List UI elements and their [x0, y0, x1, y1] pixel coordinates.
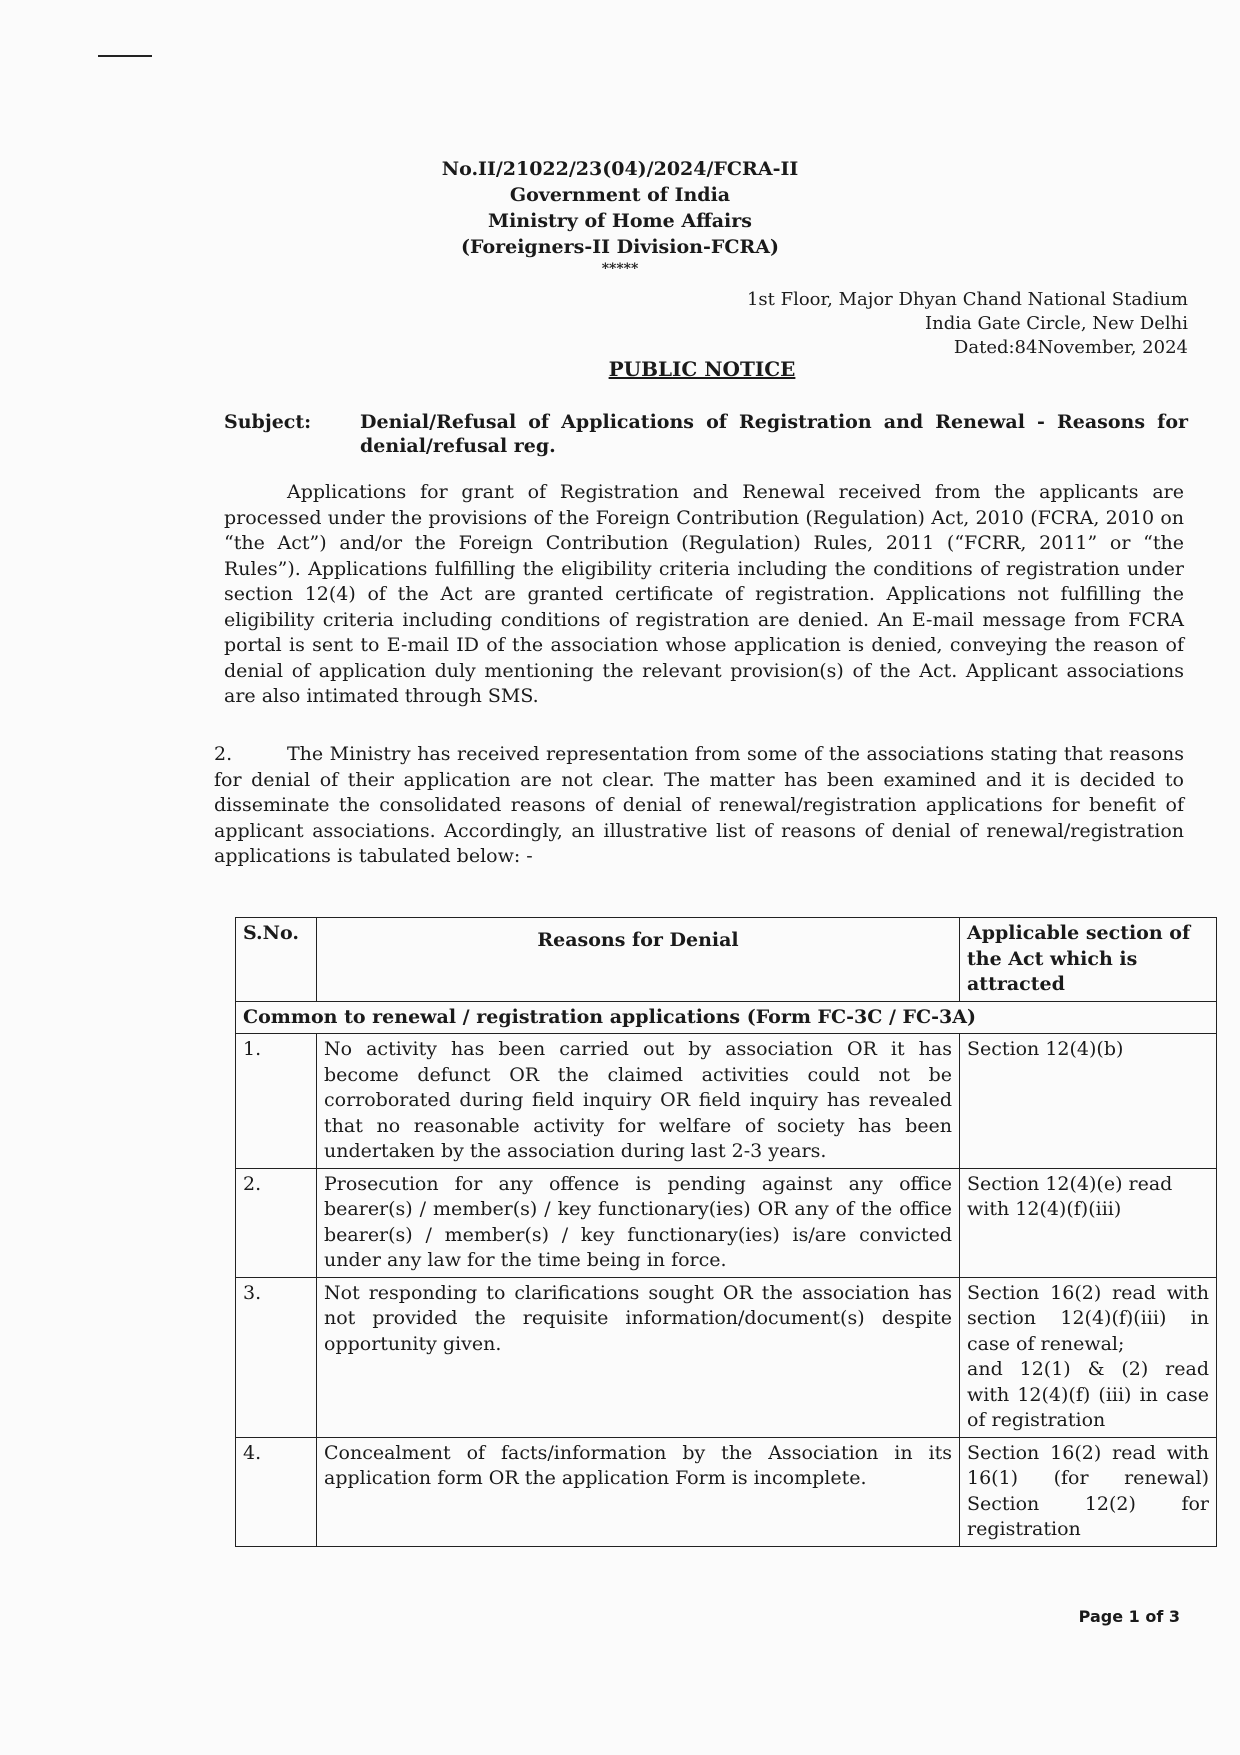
- row-section: [960, 1277, 1217, 1437]
- row-section-part-2: and 12(1) & (2) read with 12(4)(f) (iii) in case of registration: [967, 1358, 1209, 1431]
- common-section-label: Common to renewal / registration applications (Form FC-3C / FC-3A): [236, 1001, 1217, 1034]
- row-sno: 2.: [236, 1168, 317, 1277]
- address-line-2: India Gate Circle, New Delhi: [925, 313, 1188, 334]
- letterhead: [0, 156, 1240, 278]
- notice-title: PUBLIC NOTICE: [608, 357, 796, 381]
- row-reason: Concealment of facts/information by the Association in its application form OR the application Form is incomplete.: [317, 1437, 960, 1546]
- row-sno: 1.: [236, 1034, 317, 1169]
- table-row: [236, 1437, 1217, 1546]
- page-number: Page 1 of 3: [1078, 1607, 1180, 1626]
- table-row: [236, 1168, 1217, 1277]
- header-reason: Reasons for Denial: [317, 918, 960, 1002]
- row-sno: 4.: [236, 1437, 317, 1546]
- subject-label: Subject:: [224, 411, 312, 433]
- paragraph-1: Applications for grant of Registration and Renewal received from the applicants are processed under the provisions of the Foreign Contribution (Regulation) Act, 2010 (FCRA, 2010 on “the Act”) and/or the Foreign Contribution (Regulation) Rules, 2011 (“FCRR, 2011” or “the Rules”). Applications fulfilling the eligibility criteria including the conditions of registration under section 12(4) of the Act are granted certificate of registration. Applications not fulfilling the eligibility criteria including conditions of registration are denied. An E-mail message from FCRA portal is sent to E-mail ID of the association whose application is denied, conveying the reason of denial of application duly mentioning the relevant provision(s) of the Act. Applicant associations are also intimated through SMS.: [224, 481, 1184, 707]
- header-section: Applicable section of the Act which is attracted: [960, 918, 1217, 1002]
- paragraph-2: [214, 742, 1184, 870]
- date-line: Dated:84November, 2024: [953, 337, 1188, 358]
- division-line: (Foreigners-II Division-FCRA): [461, 236, 779, 258]
- ministry-line: Ministry of Home Affairs: [488, 210, 752, 232]
- reference-number: No.II/21022/23(04)/2024/FCRA-II: [441, 158, 799, 180]
- row-section-part-1: Section 16(2) read with section 12(4)(f)(iii) in case of renewal;: [967, 1281, 1209, 1355]
- separator-stars: *****: [601, 261, 639, 277]
- paragraph-2-text: The Ministry has received representation from some of the associations stating that reasons for denial of their application are not clear. The matter has been examined and it is decided to disseminate the consolidated reasons of denial of renewal/registration applications for benefit of applicant associations. Accordingly, an illustrative list of reasons of denial of renewal/registration applications is tabulated below: -: [214, 743, 1184, 867]
- subject-text: Denial/Refusal of Applications of Registration and Renewal - Reasons for denial/refusal reg.: [360, 411, 1188, 457]
- row-section: Section 16(2) read with 16(1) (for renewal) Section 12(2) for registration: [960, 1437, 1217, 1546]
- paragraph-number: 2.: [214, 743, 233, 765]
- table-header-row: [236, 918, 1217, 1002]
- row-reason: Prosecution for any offence is pending against any office bearer(s) / member(s) / key functionary(ies) OR any of the office bearer(s) / member(s) / key functionary(ies) is/are convicted under any law for the time being in force.: [317, 1168, 960, 1277]
- row-reason: No activity has been carried out by association OR it has become defunct OR the claimed activities could not be corroborated during field inquiry OR field inquiry has revealed that no reasonable activity for welfare of society has been undertaken by the association during last 2-3 years.: [317, 1034, 960, 1169]
- row-section: Section 12(4)(e) read with 12(4)(f)(iii): [960, 1168, 1217, 1277]
- row-reason: Not responding to clarifications sought OR the association has not provided the requisite information/document(s) despite opportunity given.: [317, 1277, 960, 1437]
- header-sno: S.No.: [236, 918, 317, 1002]
- government-line: Government of India: [509, 184, 731, 206]
- table-row: [236, 1034, 1217, 1169]
- address-line-1: 1st Floor, Major Dhyan Chand National Stadium: [746, 289, 1188, 310]
- office-address: [747, 288, 1188, 360]
- table-row: [236, 1277, 1217, 1437]
- row-section: Section 12(4)(b): [960, 1034, 1217, 1169]
- row-sno: 3.: [236, 1277, 317, 1437]
- common-section-row: [236, 1001, 1217, 1034]
- scan-mark: [98, 55, 152, 57]
- reasons-table: [235, 917, 1217, 1547]
